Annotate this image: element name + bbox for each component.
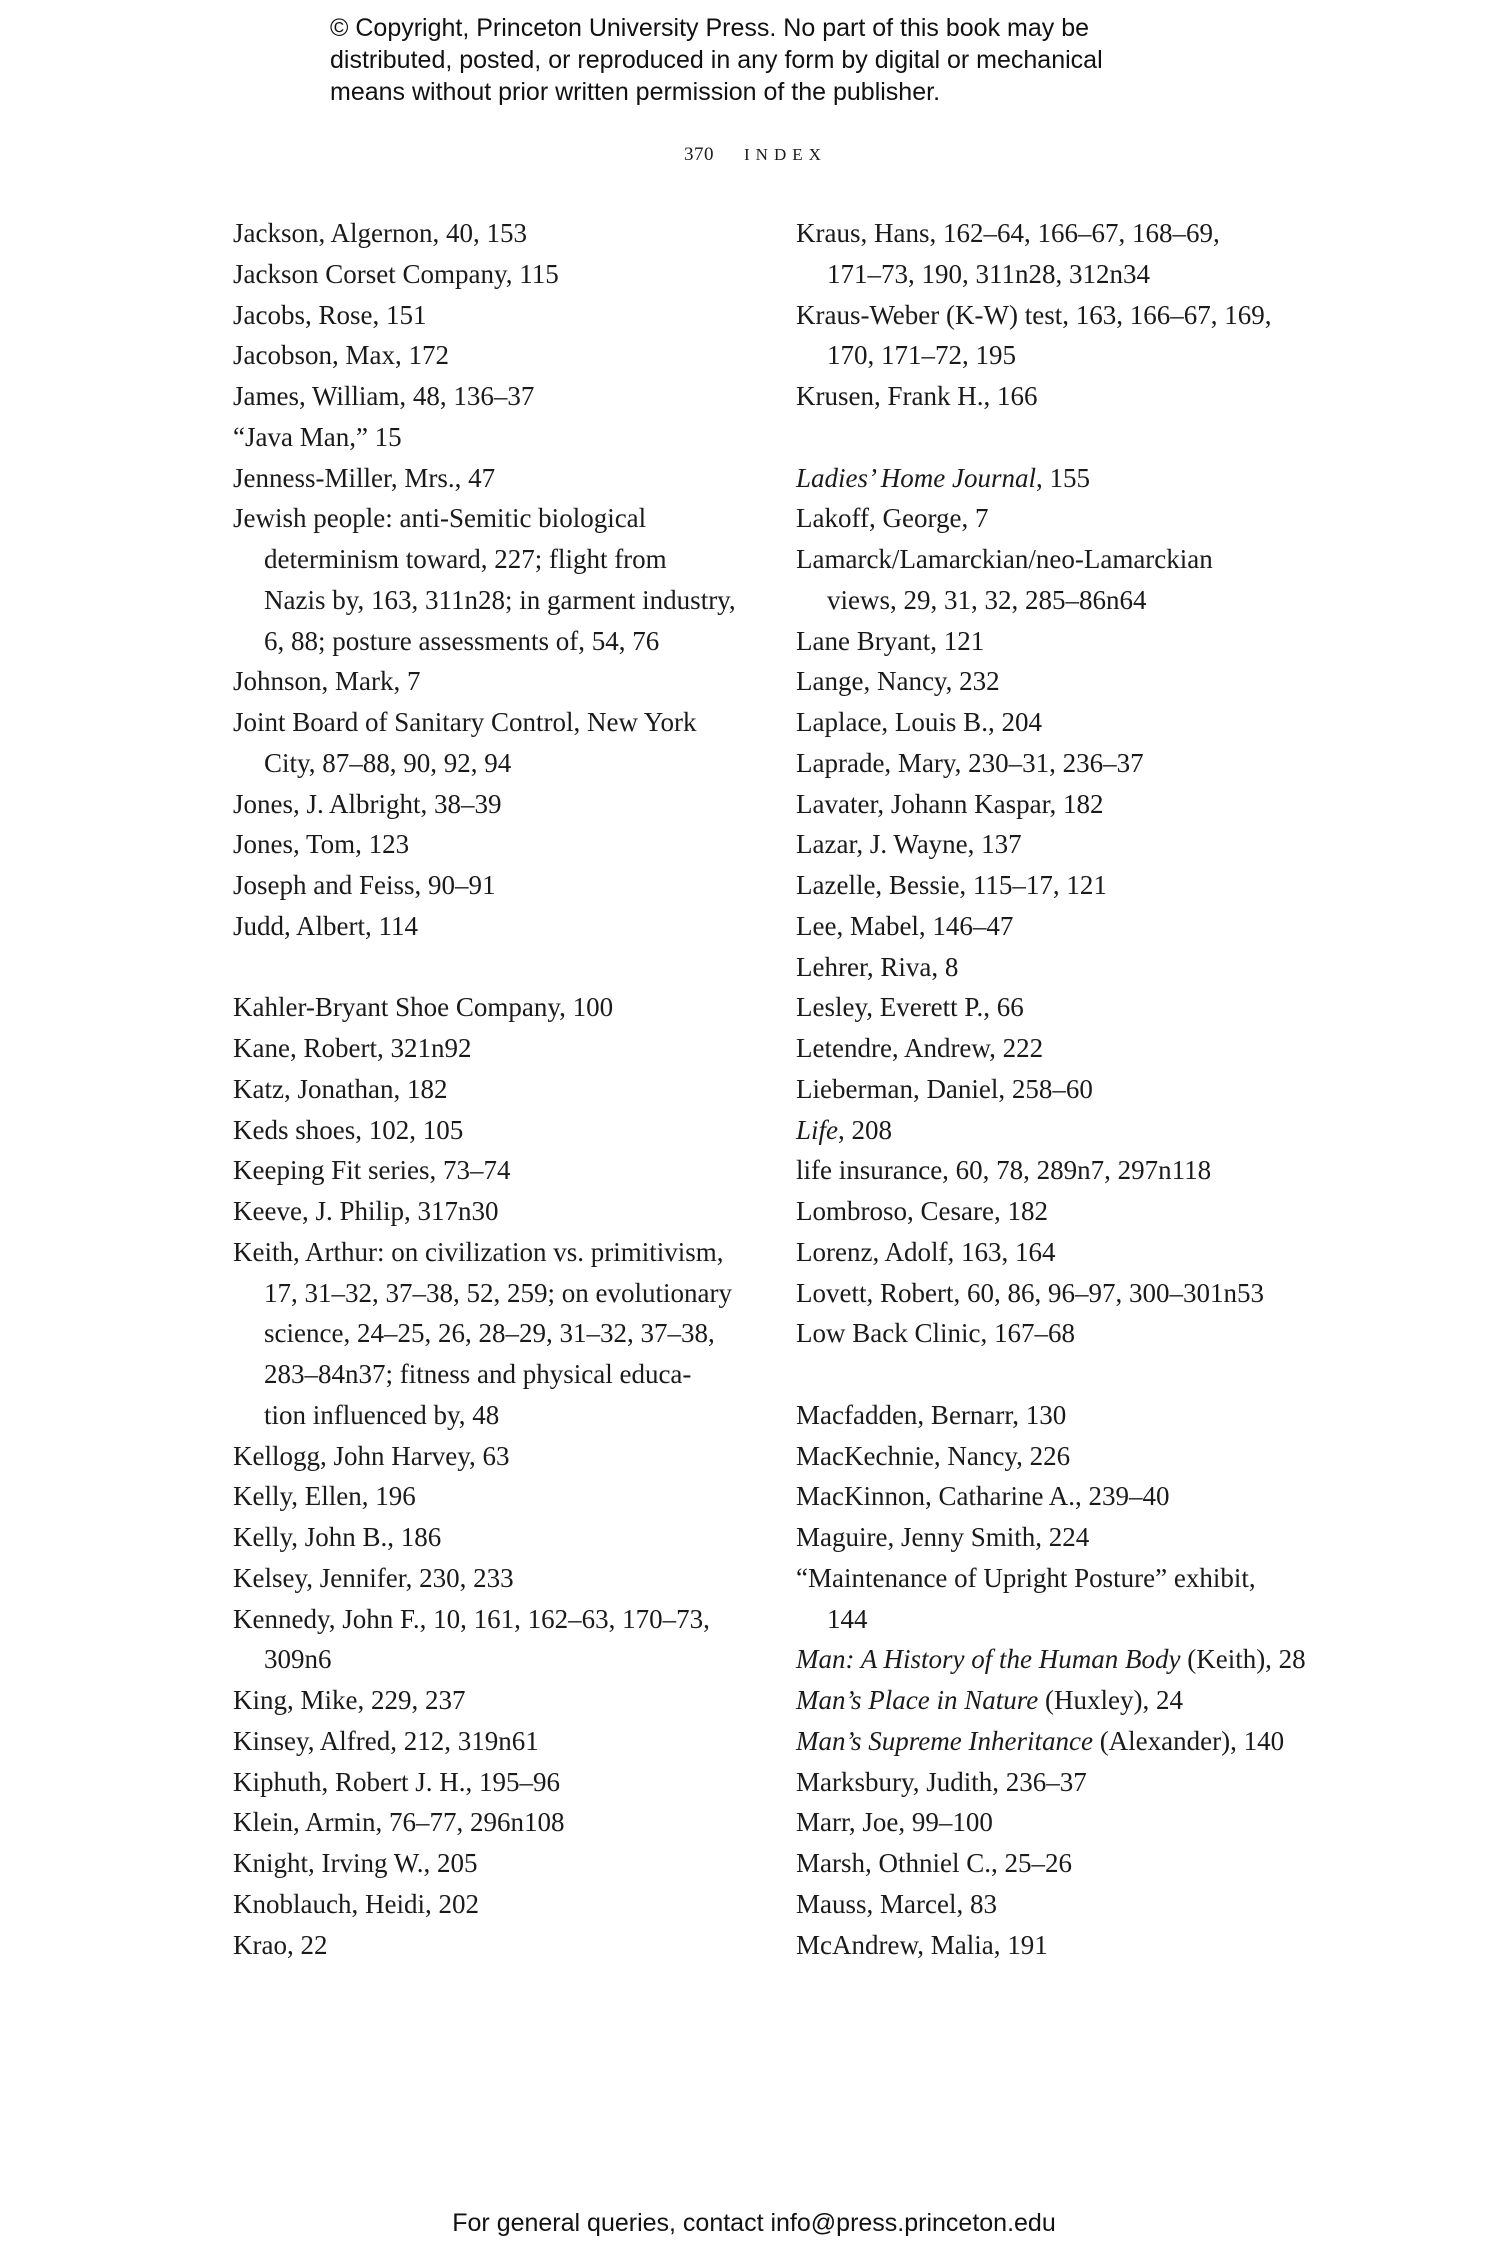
copyright-line: means without prior written permission of the publisher. bbox=[330, 78, 941, 106]
index-entry bbox=[796, 1558, 1336, 1599]
index-entry bbox=[796, 824, 1336, 865]
index-entry bbox=[796, 1436, 1336, 1477]
index-entry-text: Johnson, Mark, 7 bbox=[233, 666, 421, 697]
index-entry-text: 17, 31–32, 37–38, 52, 259; on evolutionary bbox=[264, 1277, 732, 1308]
index-entry-text: Katz, Jonathan, 182 bbox=[233, 1073, 448, 1104]
index-entry bbox=[233, 417, 753, 458]
index-column-left bbox=[233, 213, 753, 1965]
index-entry-text: Jacobson, Max, 172 bbox=[233, 340, 449, 371]
index-entry bbox=[233, 1191, 753, 1232]
index-entry-text: Lesley, Everett P., 66 bbox=[796, 992, 1024, 1023]
index-entry-text: Marksbury, Judith, 236–37 bbox=[796, 1766, 1087, 1797]
index-entry-text: King, Mike, 229, 237 bbox=[233, 1685, 466, 1715]
index-entry-text: Macfadden, Bernarr, 130 bbox=[796, 1399, 1067, 1430]
index-entry bbox=[796, 1191, 1336, 1232]
index-entry-text: Lamarck/Lamarckian/neo-Lamarckian bbox=[796, 544, 1213, 574]
index-entry-text: MacKinnon, Catharine A., 239–40 bbox=[796, 1481, 1170, 1512]
index-entry-text: Laplace, Louis B., 204 bbox=[796, 707, 1042, 737]
index-entry-text: 144 bbox=[827, 1603, 868, 1634]
index-entry-text: Kennedy, John F., 10, 161, 162–63, 170–73, bbox=[233, 1603, 710, 1634]
index-entry-text: Jackson, Algernon, 40, 153 bbox=[233, 218, 527, 248]
index-entry bbox=[796, 1028, 1336, 1069]
index-entry-text: 6, 88; posture assessments of, 54, 76 bbox=[264, 625, 660, 656]
index-spacer bbox=[796, 1354, 1336, 1395]
index-entry-text: tion influenced by, 48 bbox=[264, 1399, 500, 1430]
index-entry-text: Jones, Tom, 123 bbox=[233, 829, 410, 860]
index-entry-text: Laprade, Mary, 230–31, 236–37 bbox=[796, 747, 1144, 778]
index-entry-text: Keds shoes, 102, 105 bbox=[233, 1114, 464, 1145]
index-entry-text: Kahler-Bryant Shoe Company, 100 bbox=[233, 992, 614, 1023]
index-entry-text: Marsh, Othniel C., 25–26 bbox=[796, 1848, 1072, 1878]
index-column-right bbox=[796, 213, 1336, 1965]
index-entry-text: Jewish people: anti-Semitic biological bbox=[233, 503, 647, 534]
index-entry-text: Low Back Clinic, 167–68 bbox=[796, 1318, 1075, 1349]
index-entry-text: Krao, 22 bbox=[233, 1929, 328, 1960]
index-entry bbox=[233, 1517, 753, 1558]
index-entry-text: Kiphuth, Robert J. H., 195–96 bbox=[233, 1766, 560, 1797]
index-entry-text: Lee, Mabel, 146–47 bbox=[796, 910, 1014, 941]
index-entry-text: Lazelle, Bessie, 115–17, 121 bbox=[796, 870, 1107, 900]
index-entry bbox=[233, 1232, 753, 1273]
index-entry bbox=[233, 1762, 753, 1803]
index-entry-continuation bbox=[796, 580, 1336, 621]
index-entry bbox=[233, 1721, 753, 1762]
index-entry-text: Klein, Armin, 76–77, 296n108 bbox=[233, 1807, 565, 1838]
index-entry bbox=[796, 539, 1336, 580]
index-entry-text: Knight, Irving W., 205 bbox=[233, 1848, 478, 1878]
index-entry bbox=[796, 1069, 1336, 1110]
index-entry bbox=[233, 295, 753, 336]
index-entry-text: Lieberman, Daniel, 258–60 bbox=[796, 1073, 1093, 1104]
index-entry-continuation bbox=[796, 254, 1336, 295]
index-entry-text: (Alexander), 140 bbox=[1092, 1725, 1285, 1756]
index-entry-continuation bbox=[233, 621, 753, 662]
index-entry-text: Lane Bryant, 121 bbox=[796, 625, 985, 656]
index-entry-text: Kinsey, Alfred, 212, 319n61 bbox=[233, 1725, 539, 1756]
index-entry bbox=[796, 1395, 1336, 1436]
index-entry-continuation bbox=[233, 743, 753, 784]
index-entry-text: Jenness-Miller, Mrs., 47 bbox=[233, 462, 496, 493]
index-entry-text: Lorenz, Adolf, 163, 164 bbox=[796, 1236, 1056, 1267]
index-entry-title-italic: Ladies’ Home Journal bbox=[796, 462, 1036, 493]
index-entry-title-italic: Life bbox=[796, 1114, 839, 1145]
index-entry-text: Lakoff, George, 7 bbox=[796, 503, 989, 534]
index-entry-text: Lange, Nancy, 232 bbox=[796, 666, 1000, 697]
index-entry bbox=[233, 906, 753, 947]
index-entry-text: views, 29, 31, 32, 285–86n64 bbox=[827, 584, 1147, 615]
index-entry-text: Joseph and Feiss, 90–91 bbox=[233, 870, 496, 900]
index-entry bbox=[796, 702, 1336, 743]
index-entry-continuation bbox=[233, 1639, 753, 1680]
index-entry bbox=[233, 254, 753, 295]
index-entry-text: Keeping Fit series, 73–74 bbox=[233, 1155, 511, 1186]
index-entry-continuation bbox=[233, 539, 753, 580]
index-entry-text: , 208 bbox=[838, 1114, 893, 1145]
index-entry-text: Krusen, Frank H., 166 bbox=[796, 381, 1038, 411]
index-entry bbox=[233, 335, 753, 376]
index-entry-text: Kellogg, John Harvey, 63 bbox=[233, 1440, 510, 1471]
index-entry-continuation bbox=[233, 1313, 753, 1354]
index-entry-text: Kelly, John B., 186 bbox=[233, 1522, 442, 1552]
index-entry-text: Kraus-Weber (K-W) test, 163, 166–67, 169, bbox=[796, 299, 1272, 330]
index-entry bbox=[796, 1517, 1336, 1558]
index-entry bbox=[796, 1762, 1336, 1803]
copyright-line: distributed, posted, or reproduced in any form by digital or mechanical bbox=[330, 46, 1103, 74]
index-entry-title-italic: Man: A History of the Human Body bbox=[796, 1644, 1181, 1675]
index-entry-text: “Java Man,” 15 bbox=[233, 421, 402, 452]
index-entry-text: Lovett, Robert, 60, 86, 96–97, 300–301n53 bbox=[796, 1277, 1264, 1308]
index-entry bbox=[796, 1313, 1336, 1354]
index-entry bbox=[233, 1680, 753, 1721]
index-entry-text: Keith, Arthur: on civilization vs. primitivism, bbox=[233, 1236, 724, 1267]
index-entry bbox=[233, 661, 753, 702]
index-entry bbox=[233, 1843, 753, 1884]
index-entry bbox=[233, 1069, 753, 1110]
index-entry-text: Lombroso, Cesare, 182 bbox=[796, 1196, 1048, 1226]
index-entry bbox=[233, 784, 753, 825]
index-entry bbox=[233, 1110, 753, 1151]
index-entry bbox=[233, 1150, 753, 1191]
index-entry-continuation bbox=[796, 335, 1336, 376]
index-entry bbox=[796, 1884, 1336, 1925]
index-entry bbox=[796, 784, 1336, 825]
index-entry bbox=[233, 1476, 753, 1517]
index-entry bbox=[796, 1150, 1336, 1191]
index-entry-text: life insurance, 60, 78, 289n7, 297n118 bbox=[796, 1155, 1212, 1186]
index-entry-text: Kelly, Ellen, 196 bbox=[233, 1481, 416, 1512]
index-entry-text: Knoblauch, Heidi, 202 bbox=[233, 1888, 479, 1919]
index-entry-text: Mauss, Marcel, 83 bbox=[796, 1888, 997, 1919]
index-entry bbox=[796, 295, 1336, 336]
index-entry-title-italic: Man’s Supreme Inheritance bbox=[796, 1725, 1093, 1756]
index-entry bbox=[796, 458, 1336, 499]
index-entry-text: Jackson Corset Company, 115 bbox=[233, 258, 559, 289]
index-entry bbox=[233, 458, 753, 499]
index-entry-text: Letendre, Andrew, 222 bbox=[796, 1033, 1044, 1063]
index-entry-continuation bbox=[796, 1599, 1336, 1640]
index-entry-text: Keeve, J. Philip, 317n30 bbox=[233, 1196, 499, 1226]
index-entry-text: Nazis by, 163, 311n28; in garment industry, bbox=[264, 584, 736, 615]
index-entry bbox=[233, 1884, 753, 1925]
index-spacer bbox=[233, 947, 753, 988]
index-entry-text: (Huxley), 24 bbox=[1038, 1685, 1183, 1715]
index-entry bbox=[796, 1843, 1336, 1884]
footer-contact bbox=[0, 2207, 1500, 2239]
index-entry bbox=[796, 1273, 1336, 1314]
index-entry-text: James, William, 48, 136–37 bbox=[233, 381, 535, 411]
index-entry bbox=[796, 661, 1336, 702]
index-entry bbox=[233, 1028, 753, 1069]
index-entry-text: science, 24–25, 26, 28–29, 31–32, 37–38, bbox=[264, 1318, 715, 1349]
index-entry bbox=[796, 376, 1336, 417]
index-entry-text: Jacobs, Rose, 151 bbox=[233, 299, 427, 330]
index-entry bbox=[796, 865, 1336, 906]
index-entry-text: , 155 bbox=[1035, 462, 1090, 493]
index-entry-text: McAndrew, Malia, 191 bbox=[796, 1929, 1048, 1960]
index-entry bbox=[233, 987, 753, 1028]
index-entry bbox=[233, 1558, 753, 1599]
index-entry-continuation bbox=[233, 1273, 753, 1314]
index-entry-text: City, 87–88, 90, 92, 94 bbox=[264, 747, 512, 778]
index-entry-title-italic: Man’s Place in Nature bbox=[796, 1685, 1039, 1715]
index-entry bbox=[233, 498, 753, 539]
index-entry-text: determinism toward, 227; flight from bbox=[264, 544, 667, 574]
running-head bbox=[684, 143, 827, 167]
index-entry bbox=[796, 947, 1336, 988]
copyright-line: © Copyright, Princeton University Press. No part of this book may be bbox=[330, 14, 1090, 42]
index-entry bbox=[233, 1599, 753, 1640]
index-entry bbox=[233, 1925, 753, 1966]
index-entry-text: Lazar, J. Wayne, 137 bbox=[796, 829, 1022, 860]
index-spacer bbox=[796, 417, 1336, 458]
index-entry bbox=[796, 743, 1336, 784]
index-entry-continuation bbox=[233, 1395, 753, 1436]
index-entry-text: Jones, J. Albright, 38–39 bbox=[233, 788, 502, 819]
index-entry-continuation bbox=[233, 1354, 753, 1395]
index-entry-text: “Maintenance of Upright Posture” exhibit, bbox=[796, 1562, 1256, 1593]
index-entry bbox=[233, 702, 753, 743]
index-entry bbox=[233, 1802, 753, 1843]
index-entry bbox=[796, 1721, 1336, 1762]
index-entry-text: Kelsey, Jennifer, 230, 233 bbox=[233, 1562, 514, 1593]
index-entry bbox=[796, 213, 1336, 254]
index-entry bbox=[796, 1802, 1336, 1843]
index-entry bbox=[233, 824, 753, 865]
index-entry bbox=[796, 1925, 1336, 1966]
footer-text: For general queries, contact info@press.princeton.edu bbox=[452, 2209, 1056, 2237]
index-entry bbox=[233, 1436, 753, 1477]
index-entry-text: 170, 171–72, 195 bbox=[827, 340, 1016, 371]
index-entry bbox=[796, 906, 1336, 947]
index-entry bbox=[796, 1232, 1336, 1273]
index-entry bbox=[796, 1639, 1336, 1680]
index-entry-text: (Keith), 28 bbox=[1180, 1644, 1306, 1675]
index-entry-text: Marr, Joe, 99–100 bbox=[796, 1807, 993, 1838]
index-entry-text: 283–84n37; fitness and physical educa- bbox=[264, 1359, 692, 1389]
index-entry-text: Judd, Albert, 114 bbox=[233, 910, 418, 941]
index-entry-text: MacKechnie, Nancy, 226 bbox=[796, 1440, 1071, 1471]
index-entry-text: Kane, Robert, 321n92 bbox=[233, 1033, 472, 1063]
index-entry bbox=[233, 213, 753, 254]
page-number: 370 bbox=[684, 144, 714, 165]
index-entry bbox=[796, 498, 1336, 539]
index-entry bbox=[796, 1680, 1336, 1721]
index-entry bbox=[796, 1476, 1336, 1517]
index-entry bbox=[233, 376, 753, 417]
index-entry bbox=[796, 987, 1336, 1028]
index-entry-text: Joint Board of Sanitary Control, New York bbox=[233, 707, 697, 737]
index-entry-text: 309n6 bbox=[264, 1644, 332, 1675]
index-entry-text: Lehrer, Riva, 8 bbox=[796, 951, 959, 982]
index-entry bbox=[233, 865, 753, 906]
index-entry-text: Lavater, Johann Kaspar, 182 bbox=[796, 788, 1104, 819]
index-entry-text: Maguire, Jenny Smith, 224 bbox=[796, 1522, 1090, 1552]
index-entry-text: Kraus, Hans, 162–64, 166–67, 168–69, bbox=[796, 218, 1220, 248]
index-entry-text: 171–73, 190, 311n28, 312n34 bbox=[827, 258, 1150, 289]
section-title: INDEX bbox=[744, 145, 827, 164]
index-entry bbox=[796, 1110, 1336, 1151]
copyright-notice bbox=[330, 12, 1103, 108]
index-entry-continuation bbox=[233, 580, 753, 621]
index-entry bbox=[796, 621, 1336, 662]
